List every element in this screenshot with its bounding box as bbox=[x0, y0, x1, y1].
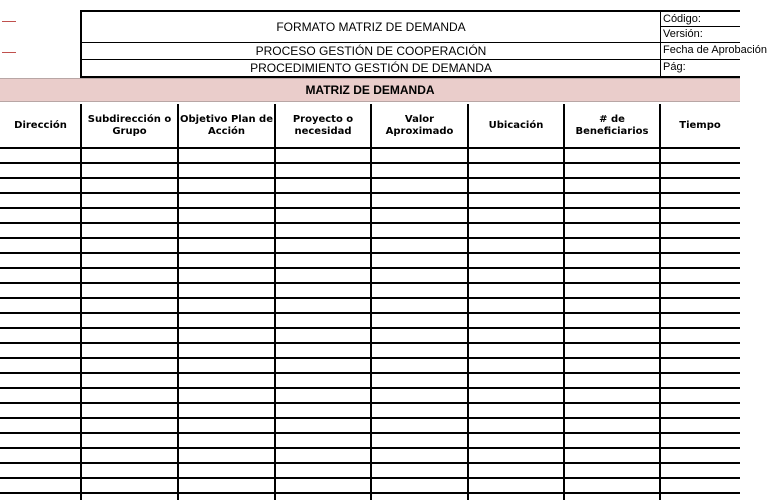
table-row-line bbox=[0, 462, 740, 464]
page-field bbox=[660, 59, 740, 78]
table-row-line bbox=[0, 252, 740, 254]
code-label: Código: bbox=[663, 13, 701, 25]
procedure-title bbox=[80, 59, 661, 78]
table-row-line bbox=[0, 147, 740, 149]
table-row-line bbox=[0, 387, 740, 389]
page-label: Pág: bbox=[663, 61, 686, 73]
column-header-label: Ubicación bbox=[488, 120, 544, 131]
table-row-line bbox=[0, 222, 740, 224]
column-header-label: Subdirección o Grupo bbox=[87, 114, 172, 137]
table-row-line bbox=[0, 342, 740, 344]
column-header-direccion bbox=[0, 104, 81, 148]
column-header-objetivo bbox=[178, 104, 275, 148]
column-header-label: # de Beneficiarios bbox=[575, 114, 649, 137]
logo-mark-bottom bbox=[2, 52, 16, 53]
column-header-subdireccion bbox=[81, 104, 178, 148]
column-header-label: Proyecto o necesidad bbox=[292, 114, 354, 137]
table-row-line bbox=[0, 447, 740, 449]
table-row-line bbox=[0, 177, 740, 179]
column-header-label: Tiempo bbox=[679, 120, 721, 131]
column-header-label: Objetivo Plan de Acción bbox=[180, 114, 273, 137]
version-label: Versión: bbox=[663, 28, 703, 40]
logo-mark-top bbox=[2, 21, 16, 22]
table-row-line bbox=[0, 162, 740, 164]
table-row-line bbox=[0, 402, 740, 404]
approval-date-label: Fecha de Aprobación bbox=[663, 44, 767, 56]
column-header-valor bbox=[371, 104, 468, 148]
table-row-line bbox=[0, 357, 740, 359]
column-header-ubicacion bbox=[468, 104, 564, 148]
column-header-tiempo bbox=[660, 104, 740, 148]
column-header-proyecto bbox=[275, 104, 371, 148]
process-title bbox=[80, 42, 661, 60]
table-row-line bbox=[0, 192, 740, 194]
column-header-beneficiarios bbox=[564, 104, 660, 148]
column-header-label: Valor Aproximado bbox=[385, 114, 454, 137]
table-row-line bbox=[0, 237, 740, 239]
form-title-text: FORMATO MATRIZ DE DEMANDA bbox=[276, 20, 466, 34]
table-row-line bbox=[0, 267, 740, 269]
table-row-line bbox=[0, 432, 740, 434]
table-row-line bbox=[0, 282, 740, 284]
table-row-line bbox=[0, 372, 740, 374]
section-title bbox=[0, 78, 740, 102]
code-field bbox=[660, 10, 740, 27]
table-row-line bbox=[0, 297, 740, 299]
section-title-text: MATRIZ DE DEMANDA bbox=[305, 83, 435, 97]
logo-area bbox=[0, 10, 80, 77]
column-header-label: Dirección bbox=[14, 120, 67, 131]
table-row-line bbox=[0, 417, 740, 419]
table-row-line bbox=[0, 477, 740, 479]
approval-date-field bbox=[660, 42, 767, 58]
table-row-line bbox=[0, 492, 740, 494]
form-title bbox=[80, 10, 661, 43]
table-row-line bbox=[0, 207, 740, 209]
process-title-text: PROCESO GESTIÓN DE COOPERACIÓN bbox=[255, 44, 487, 58]
procedure-title-text: PROCEDIMIENTO GESTIÓN DE DEMANDA bbox=[250, 61, 492, 75]
table-row-line bbox=[0, 312, 740, 314]
version-field bbox=[660, 26, 740, 42]
table-row-line bbox=[0, 327, 740, 329]
